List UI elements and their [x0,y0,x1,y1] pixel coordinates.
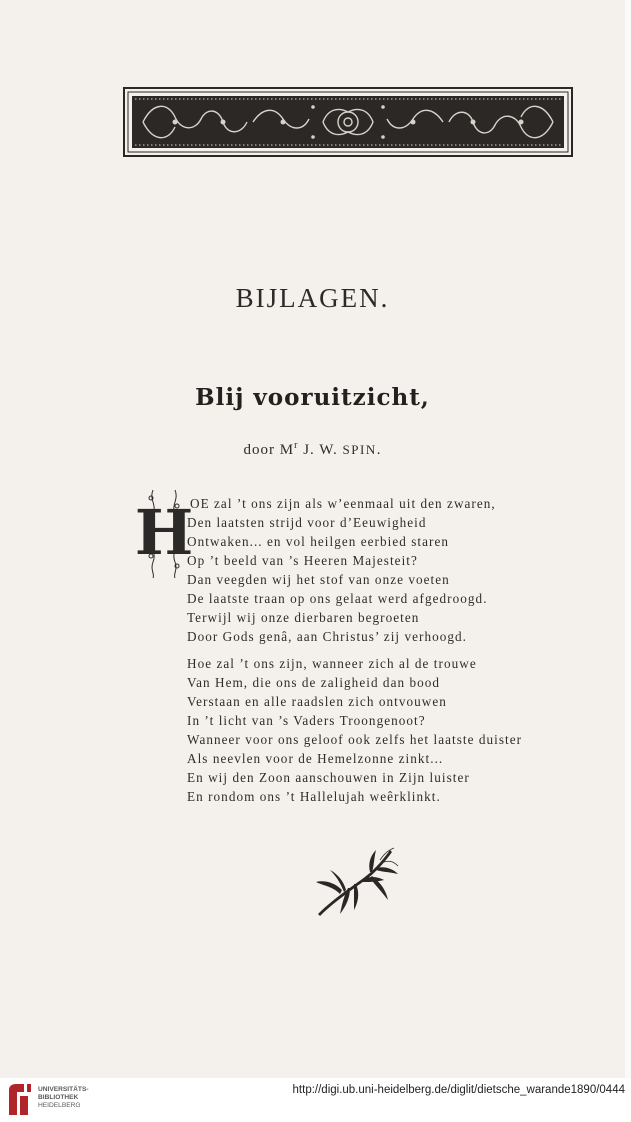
library-name-line: HEIDELBERG [38,1102,81,1109]
poem-line: In ’t licht van ’s Vaders Troongenoot? [187,713,426,728]
poem-line: En rondom ons ’t Hallelujah weêrklinkt. [187,789,441,804]
byline-suffix: . [376,442,382,458]
poem-line: Terwijl wij onze dierbaren begroeten [187,610,420,625]
byline-surname: SPIN [342,442,377,457]
poem-line: Door Gods genâ, aan Christus’ zij verhoogd. [187,629,468,644]
page-edge [625,0,631,1078]
leaf-vignette-icon [310,842,400,918]
author-byline [0,440,625,459]
section-title: BIJLAGEN. [235,283,390,313]
poem-line: Verstaan en alle raadslen zich ontvouwen [187,694,447,709]
poem-line: OE zal ’t ons zijn als w’eenmaal uit den zwaren, [190,496,496,511]
poem-line: Van Hem, die ons de zaligheid dan bood [187,675,441,690]
library-logo-icon [6,1082,34,1116]
byline-prefix-superscript: r [294,440,299,451]
poem-stanza-2 [187,654,522,806]
byline-initials: J. W. [298,442,343,458]
poem-line: Dan veegden wij het stof van onze voeten [187,572,450,587]
ornamental-header-band [123,87,573,157]
poem-line: Den laatsten strijd voor d’Eeuwigheid [187,515,427,530]
source-url-link[interactable]: http://digi.ub.uni-heidelberg.de/diglit/dietsche_warande1890/0444 [292,1084,625,1096]
poem-line: Wanneer voor ons geloof ook zelfs het laatste duister [187,732,523,747]
ornamental-drop-cap [134,486,194,580]
poem-line: Op ’t beeld van ’s Heeren Majesteit? [187,553,418,568]
library-name-line: UNIVERSITÄTS- [38,1086,89,1093]
byline-prefix: door M [243,442,295,458]
library-name-line: BIBLIOTHEK [38,1094,79,1101]
poem-stanza-1 [187,494,496,646]
poem-line: Ontwaken... en vol heilgen eerbied staren [187,534,450,549]
poem-line: De laatste traan op ons gelaat werd afgedroogd. [187,591,488,606]
poem-line: Hoe zal ’t ons zijn, wanneer zich al de trouwe [187,656,477,671]
poem-line: Als neevlen voor de Hemelzonne zinkt... [187,751,444,766]
drop-cap-letter: H [134,496,194,569]
poem-line: En wij den Zoon aanschouwen in Zijn luister [187,770,470,785]
library-name [38,1086,89,1110]
poem-title: Blij vooruitzicht, [195,384,430,411]
